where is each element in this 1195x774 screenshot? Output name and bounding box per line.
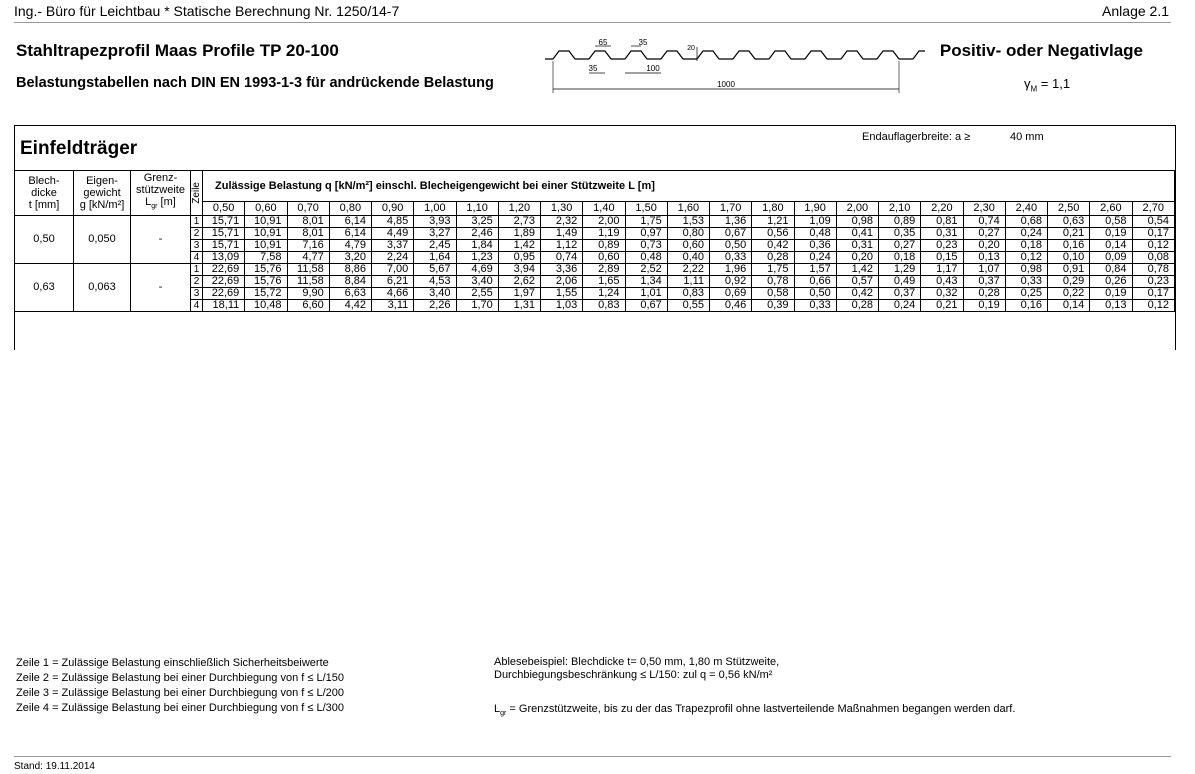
load-value-cell: 0,40 [667, 252, 709, 264]
dim-35-bottom: 35 [588, 64, 598, 73]
span-header-cell: 1,30 [541, 202, 583, 216]
load-value-cell: 0,20 [963, 240, 1005, 252]
load-value-cell: 0,10 [1048, 252, 1090, 264]
load-value-cell: 1,64 [414, 252, 456, 264]
load-value-cell: 0,36 [794, 240, 836, 252]
lgr-symbol: L [494, 703, 501, 715]
load-value-cell: 1,29 [879, 264, 921, 276]
load-value-cell: 1,03 [541, 300, 583, 312]
load-value-cell: 15,76 [245, 264, 287, 276]
example-line-1: Ablesebeispiel: Blechdicke t= 0,50 mm, 1,80 m Stützweite, [494, 656, 780, 668]
load-value-cell: 0,80 [667, 228, 709, 240]
load-value-cell: 7,00 [372, 264, 414, 276]
support-width-label: Endauflagerbreite: a ≥ [862, 131, 971, 143]
load-value-cell: 0,23 [1132, 276, 1175, 288]
load-value-cell: 0,43 [921, 276, 963, 288]
load-value-cell: 0,50 [710, 240, 752, 252]
load-value-cell: 8,01 [287, 216, 329, 228]
weight-cell: 0,063 [74, 264, 131, 312]
load-value-cell: 0,13 [963, 252, 1005, 264]
load-value-cell: 0,15 [921, 252, 963, 264]
load-value-cell: 0,20 [836, 252, 878, 264]
support-width-value: 40 mm [1010, 131, 1044, 143]
load-value-cell: 0,74 [541, 252, 583, 264]
load-value-cell: 0,68 [1005, 216, 1047, 228]
load-value-cell: 18,11 [203, 300, 245, 312]
span-header-cell: 1,90 [794, 202, 836, 216]
load-value-cell: 0,35 [879, 228, 921, 240]
load-value-cell: 2,26 [414, 300, 456, 312]
load-header: Zulässige Belastung q [kN/m²] einschl. Blecheigengewicht bei einer Stützweite L [m] [203, 171, 1175, 202]
lgr-unit: [m] [157, 196, 176, 209]
lgr-text: = Grenzstützweite, bis zu der das Trapezprofil ohne lastverteilende Maßnahmen begangen werden darf. [506, 703, 1016, 715]
load-value-cell: 1,21 [752, 216, 794, 228]
lgr-symbol: L [145, 196, 152, 209]
load-value-cell: 0,12 [1132, 300, 1175, 312]
load-value-cell: 5,67 [414, 264, 456, 276]
load-value-cell: 4,77 [287, 252, 329, 264]
load-value-cell: 0,89 [583, 240, 625, 252]
zeile-cell: 4 [191, 300, 203, 312]
footer-date: Stand: 19.11.2014 [14, 761, 95, 772]
load-value-cell: 1,19 [583, 228, 625, 240]
load-value-cell: 6,14 [329, 228, 371, 240]
lgr-subscript: gr [500, 710, 507, 718]
load-value-cell: 3,94 [498, 264, 540, 276]
document-title: Ing.- Büro für Leichtbau * Statische Berechnung Nr. 1250/14-7 [14, 3, 400, 19]
load-value-cell: 2,73 [498, 216, 540, 228]
load-value-cell: 0,08 [1132, 252, 1175, 264]
load-value-cell: 0,17 [1132, 288, 1175, 300]
load-value-cell: 15,72 [245, 288, 287, 300]
load-value-cell: 4,69 [456, 264, 498, 276]
load-value-cell: 0,39 [752, 300, 794, 312]
load-value-cell: 0,19 [1090, 288, 1132, 300]
span-header-cell: 1,80 [752, 202, 794, 216]
table-row [15, 216, 1175, 228]
load-value-cell: 0,19 [1090, 228, 1132, 240]
load-value-cell: 0,98 [1005, 264, 1047, 276]
load-value-cell: 2,55 [456, 288, 498, 300]
limit-span-header-line: stützweite [136, 184, 185, 197]
load-value-cell: 0,41 [836, 228, 878, 240]
dim-1000: 1000 [717, 80, 735, 89]
footer-divider [14, 756, 1171, 757]
load-value-cell: 0,27 [879, 240, 921, 252]
load-value-cell: 1,49 [541, 228, 583, 240]
limit-span-header [131, 171, 191, 216]
load-value-cell: 3,93 [414, 216, 456, 228]
load-value-cell: 0,74 [963, 216, 1005, 228]
load-value-cell: 0,28 [963, 288, 1005, 300]
thickness-cell: 0,63 [15, 264, 74, 312]
load-value-cell: 6,63 [329, 288, 371, 300]
load-value-cell: 3,25 [456, 216, 498, 228]
thickness-header-line: dicke [31, 187, 57, 199]
load-value-cell: 0,67 [710, 228, 752, 240]
weight-header-line: g [kN/m²] [79, 199, 125, 211]
load-value-cell: 0,37 [963, 276, 1005, 288]
load-value-cell: 0,98 [836, 216, 878, 228]
load-value-cell: 1,65 [583, 276, 625, 288]
thickness-header-line: Blech- [28, 175, 60, 187]
load-value-cell: 2,32 [541, 216, 583, 228]
load-value-cell: 0,12 [1005, 252, 1047, 264]
dim-65: 65 [598, 38, 608, 47]
load-value-cell: 4,66 [372, 288, 414, 300]
load-value-cell: 0,89 [879, 216, 921, 228]
load-value-cell: 4,79 [329, 240, 371, 252]
load-value-cell: 0,16 [1048, 240, 1090, 252]
zeile-header [191, 171, 203, 216]
load-value-cell: 7,58 [245, 252, 287, 264]
load-value-cell: 0,56 [752, 228, 794, 240]
load-value-cell: 1,75 [625, 216, 667, 228]
load-value-cell: 0,24 [879, 300, 921, 312]
limit-span-cell: - [131, 216, 191, 264]
load-value-cell: 1,31 [498, 300, 540, 312]
load-value-cell: 4,42 [329, 300, 371, 312]
load-value-cell: 4,85 [372, 216, 414, 228]
annex-label: Anlage 2.1 [1102, 3, 1169, 19]
load-value-cell: 2,22 [667, 264, 709, 276]
load-value-cell: 1,97 [498, 288, 540, 300]
load-value-cell: 2,89 [583, 264, 625, 276]
load-value-cell: 0,13 [1090, 300, 1132, 312]
profile-outline [545, 51, 925, 59]
load-value-cell: 0,42 [752, 240, 794, 252]
load-value-cell: 2,45 [414, 240, 456, 252]
thickness-header-line: t [mm] [28, 199, 60, 211]
load-value-cell: 15,71 [203, 216, 245, 228]
load-value-cell: 0,48 [625, 252, 667, 264]
load-value-cell: 1,84 [456, 240, 498, 252]
load-value-cell: 7,16 [287, 240, 329, 252]
load-value-cell: 3,40 [456, 276, 498, 288]
load-value-cell: 3,40 [414, 288, 456, 300]
lgr-subscript: gr [151, 203, 158, 211]
zeile-cell: 2 [191, 228, 203, 240]
load-value-cell: 0,21 [921, 300, 963, 312]
span-header-cell: 0,70 [287, 202, 329, 216]
span-header-cell: 1,40 [583, 202, 625, 216]
load-value-cell: 1,23 [456, 252, 498, 264]
load-value-cell: 0,97 [625, 228, 667, 240]
load-value-cell: 2,52 [625, 264, 667, 276]
span-header-cell: 1,00 [414, 202, 456, 216]
load-value-cell: 0,09 [1090, 252, 1132, 264]
load-value-cell: 0,23 [921, 240, 963, 252]
lgr-definition [494, 703, 1015, 717]
load-value-cell: 0,49 [879, 276, 921, 288]
gamma-subscript: M [1030, 84, 1038, 94]
load-value-cell: 0,63 [1048, 216, 1090, 228]
load-value-cell: 10,91 [245, 240, 287, 252]
span-header-cell: 2,70 [1132, 202, 1175, 216]
load-value-cell: 0,21 [1048, 228, 1090, 240]
load-value-cell: 0,25 [1005, 288, 1047, 300]
load-value-cell: 0,92 [710, 276, 752, 288]
gamma-symbol: γ [1024, 76, 1031, 91]
load-value-cell: 8,84 [329, 276, 371, 288]
load-value-cell: 1,55 [541, 288, 583, 300]
load-value-cell: 15,76 [245, 276, 287, 288]
span-header-cell: 0,50 [203, 202, 245, 216]
thickness-header [15, 171, 74, 216]
load-value-cell: 0,78 [1132, 264, 1175, 276]
load-value-cell: 1,36 [710, 216, 752, 228]
span-header-cell: 2,30 [963, 202, 1005, 216]
legend-line: Zeile 1 = Zulässige Belastung einschließlich Sicherheitsbeiwerte [16, 657, 329, 669]
load-value-cell: 0,50 [794, 288, 836, 300]
reading-example [494, 656, 779, 682]
load-value-cell: 1,09 [794, 216, 836, 228]
load-value-cell: 0,58 [752, 288, 794, 300]
load-value-cell: 2,62 [498, 276, 540, 288]
span-header-cell: 2,40 [1005, 202, 1047, 216]
load-value-cell: 3,37 [372, 240, 414, 252]
table-subtitle: Belastungstabellen nach DIN EN 1993-1-3 für andrückende Belastung [16, 75, 494, 91]
load-value-cell: 1,42 [498, 240, 540, 252]
load-value-cell: 0,12 [1132, 240, 1175, 252]
limit-span-header-unit [131, 196, 190, 213]
load-value-cell: 0,24 [1005, 228, 1047, 240]
dim-20: 20 [687, 45, 695, 52]
load-value-cell: 0,31 [836, 240, 878, 252]
legend-line: Zeile 2 = Zulässige Belastung bei einer Durchbiegung von f ≤ L/150 [16, 672, 344, 684]
load-value-cell: 0,66 [794, 276, 836, 288]
load-value-cell: 3,20 [329, 252, 371, 264]
zeile-cell: 1 [191, 264, 203, 276]
dim-100: 100 [646, 64, 660, 73]
gamma-value: = 1,1 [1037, 76, 1071, 91]
load-value-cell: 0,48 [794, 228, 836, 240]
load-value-cell: 1,42 [836, 264, 878, 276]
zeile-cell: 3 [191, 240, 203, 252]
load-value-cell: 0,19 [963, 300, 1005, 312]
load-value-cell: 0,95 [498, 252, 540, 264]
load-value-cell: 2,06 [541, 276, 583, 288]
load-value-cell: 2,24 [372, 252, 414, 264]
load-value-cell: 0,67 [625, 300, 667, 312]
load-value-cell: 0,17 [1132, 228, 1175, 240]
load-value-cell: 0,83 [667, 288, 709, 300]
load-value-cell: 0,32 [921, 288, 963, 300]
load-value-cell: 1,57 [794, 264, 836, 276]
span-header-cell: 1,50 [625, 202, 667, 216]
span-header-cell: 0,90 [372, 202, 414, 216]
example-line-2: Durchbiegungsbeschränkung ≤ L/150: zul q = 0,56 kN/m² [494, 669, 773, 681]
load-value-cell: 15,71 [203, 240, 245, 252]
position-label: Positiv- oder Negativlage [939, 41, 1143, 60]
row-legend [16, 656, 344, 716]
load-value-cell: 1,53 [667, 216, 709, 228]
load-value-cell: 1,17 [921, 264, 963, 276]
load-value-cell: 0,29 [1048, 276, 1090, 288]
load-value-cell: 0,33 [710, 252, 752, 264]
zeile-cell: 1 [191, 216, 203, 228]
load-value-cell: 3,36 [541, 264, 583, 276]
limit-span-cell: - [131, 264, 191, 312]
load-value-cell: 6,14 [329, 216, 371, 228]
table-row [15, 264, 1175, 276]
load-value-cell: 1,01 [625, 288, 667, 300]
span-header-cell: 1,20 [498, 202, 540, 216]
load-value-cell: 0,18 [879, 252, 921, 264]
load-value-cell: 22,69 [203, 264, 245, 276]
zeile-cell: 4 [191, 252, 203, 264]
load-value-cell: 4,49 [372, 228, 414, 240]
load-value-cell: 0,26 [1090, 276, 1132, 288]
load-value-cell: 1,34 [625, 276, 667, 288]
load-value-cell: 1,07 [963, 264, 1005, 276]
load-value-cell: 11,58 [287, 276, 329, 288]
profile-title: Stahltrapezprofil Maas Profile TP 20-100 [16, 41, 339, 60]
zeile-header-label: Zeile [191, 182, 202, 204]
weight-cell: 0,050 [74, 216, 131, 264]
load-value-cell: 0,37 [879, 288, 921, 300]
span-header-cell: 2,60 [1090, 202, 1132, 216]
load-value-cell: 10,91 [245, 216, 287, 228]
load-value-cell: 0,73 [625, 240, 667, 252]
load-value-cell: 3,11 [372, 300, 414, 312]
load-value-cell: 0,22 [1048, 288, 1090, 300]
span-header-cell: 0,80 [329, 202, 371, 216]
load-value-cell: 22,69 [203, 276, 245, 288]
header-row-1 [15, 171, 1175, 202]
load-value-cell: 10,48 [245, 300, 287, 312]
load-value-cell: 0,16 [1005, 300, 1047, 312]
load-value-cell: 0,54 [1132, 216, 1175, 228]
load-value-cell: 1,89 [498, 228, 540, 240]
load-value-cell: 0,27 [963, 228, 1005, 240]
load-table-body [15, 171, 1175, 312]
load-value-cell: 8,86 [329, 264, 371, 276]
dim-35-top: 35 [638, 38, 648, 47]
thickness-cell: 0,50 [15, 216, 74, 264]
load-value-cell: 0,57 [836, 276, 878, 288]
span-header-cell: 2,20 [921, 202, 963, 216]
load-value-cell: 0,24 [794, 252, 836, 264]
load-value-cell: 0,60 [667, 240, 709, 252]
span-header-cell: 1,10 [456, 202, 498, 216]
section-title: Einfeldträger [20, 138, 138, 159]
load-value-cell: 0,33 [1005, 276, 1047, 288]
legend-line: Zeile 4 = Zulässige Belastung bei einer Durchbiegung von f ≤ L/300 [16, 702, 344, 714]
load-value-cell: 11,58 [287, 264, 329, 276]
load-value-cell: 0,28 [836, 300, 878, 312]
span-header-cell: 0,60 [245, 202, 287, 216]
profile-cross-section-drawing [545, 37, 925, 99]
load-value-cell: 0,18 [1005, 240, 1047, 252]
span-header-cell: 1,60 [667, 202, 709, 216]
span-header-cell: 2,50 [1048, 202, 1090, 216]
load-value-cell: 4,53 [414, 276, 456, 288]
load-value-cell: 1,70 [456, 300, 498, 312]
load-value-cell: 6,60 [287, 300, 329, 312]
load-value-cell: 3,27 [414, 228, 456, 240]
load-value-cell: 1,12 [541, 240, 583, 252]
load-value-cell: 0,33 [794, 300, 836, 312]
load-table [14, 170, 1175, 312]
span-header-cell: 2,00 [836, 202, 878, 216]
load-value-cell: 0,42 [836, 288, 878, 300]
load-value-cell: 0,31 [921, 228, 963, 240]
weight-header-line: gewicht [83, 187, 121, 199]
load-value-cell: 6,21 [372, 276, 414, 288]
load-value-cell: 0,14 [1048, 300, 1090, 312]
span-header-cell: 1,70 [710, 202, 752, 216]
load-value-cell: 1,96 [710, 264, 752, 276]
load-value-cell: 8,01 [287, 228, 329, 240]
load-value-cell: 1,75 [752, 264, 794, 276]
load-value-cell: 0,84 [1090, 264, 1132, 276]
weight-header [74, 171, 131, 216]
load-value-cell: 0,28 [752, 252, 794, 264]
load-value-cell: 15,71 [203, 228, 245, 240]
load-value-cell: 0,78 [752, 276, 794, 288]
load-value-cell: 0,83 [583, 300, 625, 312]
zeile-cell: 3 [191, 288, 203, 300]
legend-line: Zeile 3 = Zulässige Belastung bei einer Durchbiegung von f ≤ L/200 [16, 687, 344, 699]
load-value-cell: 2,46 [456, 228, 498, 240]
load-value-cell: 1,24 [583, 288, 625, 300]
load-value-cell: 2,00 [583, 216, 625, 228]
load-value-cell: 0,58 [1090, 216, 1132, 228]
load-value-cell: 9,90 [287, 288, 329, 300]
load-value-cell: 0,81 [921, 216, 963, 228]
load-value-cell: 0,46 [710, 300, 752, 312]
limit-span-header-line: Grenz- [143, 172, 178, 185]
zeile-cell: 2 [191, 276, 203, 288]
load-value-cell: 0,60 [583, 252, 625, 264]
load-value-cell: 22,69 [203, 288, 245, 300]
span-header-cell: 2,10 [879, 202, 921, 216]
safety-factor-label [1024, 76, 1070, 94]
load-value-cell: 1,11 [667, 276, 709, 288]
weight-header-line: Eigen- [86, 175, 118, 187]
load-value-cell: 0,55 [667, 300, 709, 312]
load-value-cell: 0,14 [1090, 240, 1132, 252]
load-value-cell: 0,69 [710, 288, 752, 300]
load-value-cell: 10,91 [245, 228, 287, 240]
load-value-cell: 13,09 [203, 252, 245, 264]
load-value-cell: 0,91 [1048, 264, 1090, 276]
